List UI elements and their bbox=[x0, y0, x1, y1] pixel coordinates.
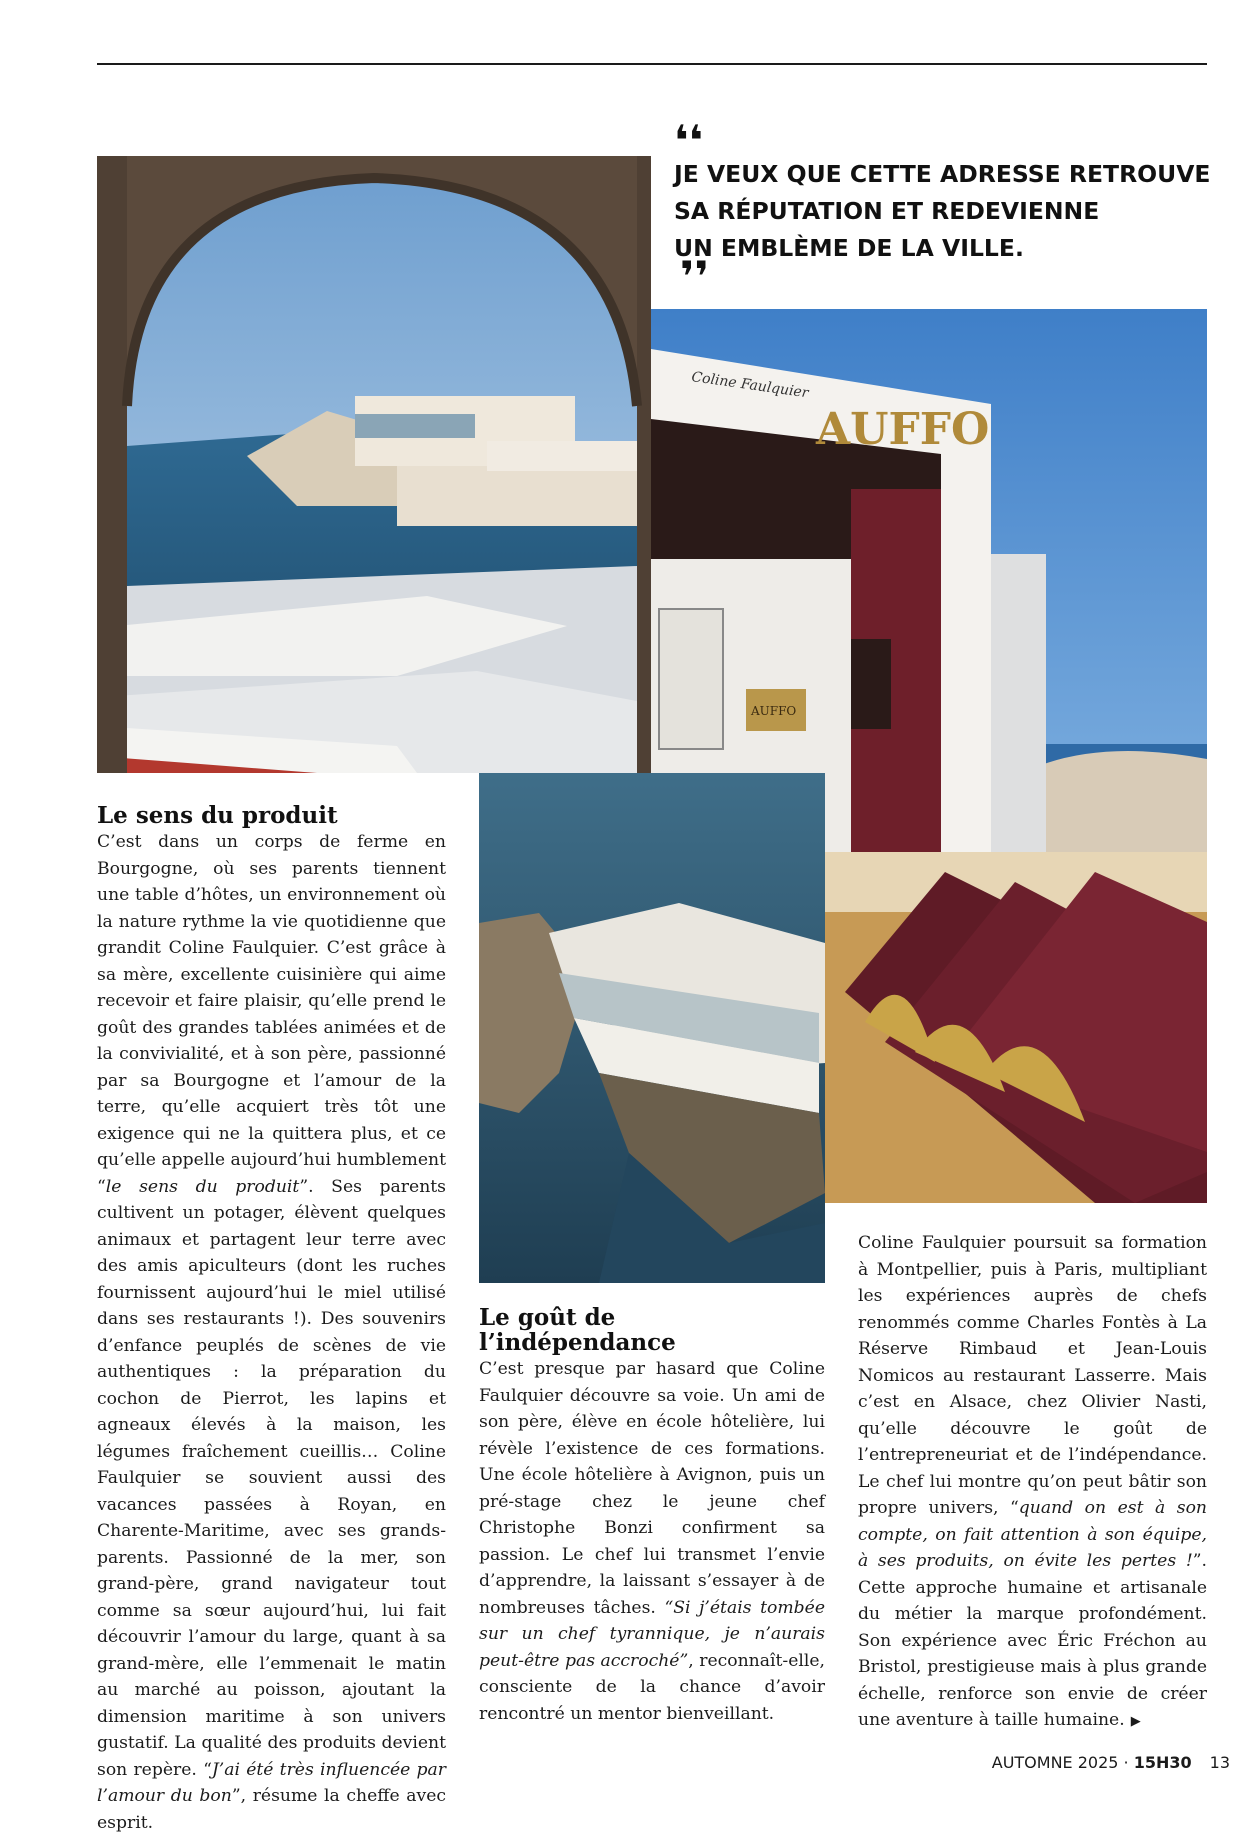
paragraph-gout-independance: C’est presque par hasard que Coline Faulquier découvre sa voie. Un ami de son père, élève en école hôtelière, lui révèle l’existence de ces formations. Une école hôtelière à Avignon, puis un pré-stage chez le jeune chef Christophe Bonzi confirment sa passion. Le chef lui transmet l’envie d’apprendre, la laissant s’essayer à de nombreuses tâches. “Si j’étais tombée sur un chef tyrannique, je n’aurais peut-être pas accroché”, reconnaît-elle, consciente de la chance d’avoir rencontré un mentor bienveillant. bbox=[479, 1359, 826, 1724]
pull-quote-line-1: JE VEUX QUE CETTE ADRESSE RETROUVE bbox=[674, 160, 1211, 188]
pull-quote bbox=[674, 116, 1214, 301]
paragraph-sens-du-produit: C’est dans un corps de ferme en Bourgogne, où ses parents tiennent une table d’hôtes, un environnement où la nature rythme la vie quotidienne que grandit Coline Faulquier. C’est grâce à sa mère, excellente cuisinière qui aime recevoir et faire plaisir, qu’elle prend le goût des grandes tablées animées et de la convivialité, et à son père, passionné par sa Bourgogne et l’amour de la terre, qu’elle acquiert très tôt une exigence qui ne la quittera plus, et ce qu’elle appelle aujourd’hui humblement “le sens du produit”. Ses parents cultivent un potager, élèvent quelques animaux et partagent leur terre avec des amis apiculteurs (dont les ruches fournissent aujourd’hui le miel utilisé dans ses restaurants !). Des souvenirs d’enfance peuplés de scènes de vie authentiques : la préparation du cochon de Pierrot, les lapins et agneaux élevés à la maison, les légumes fraîchement cueillis… Coline Faulquier se souvient aussi des vacances passées à Royan, en Charente-Maritime, avec ses grands-parents. Passionné de la mer, son grand-père, grand navigateur tout comme sa sœur aujourd’hui, lui fait découvrir l’amour du large, quant à sa grand-mère, elle l’emmenait le matin au marché au poisson, ajoutant la dimension maritime à son univers gustatif. La qualité des produits devient son repère. “J’ai été très influencée par l’amour du bon”, résume la cheffe avec esprit. bbox=[97, 832, 446, 1833]
coline-faulquier-signature: Coline Faulquier bbox=[690, 369, 810, 402]
magazine-name: 15H30 bbox=[1133, 1753, 1192, 1772]
heading-sens-du-produit: Le sens du produit bbox=[97, 802, 338, 829]
continue-arrow-icon: ▶ bbox=[1130, 1714, 1141, 1729]
paragraph-formation: Coline Faulquier poursuit sa formation à Montpellier, puis à Paris, multipliant les expériences auprès de chefs renommés comme Charles Fontès à La Réserve Rimbaud et Jean-Louis Nomicos au restaurant Lasserre. Mais c’est en Alsace, chez Olivier Nasti, qu’elle découvre le goût de l’entrepreneuriat et de l’indépendance. Le chef lui montre qu’on peut bâtir son propre univers, “quand on est à son compte, on fait attention à son équipe, à ses produits, on évite les pertes !”. Cette approche humaine et artisanale du métier la marque profondément. Son expérience avec Éric Fréchon au Bristol, prestigieuse mais à plus grande échelle, renforce son envie de créer une aventure à taille humaine. ▶ bbox=[858, 1233, 1208, 1730]
door-plaque-text: AUFFO bbox=[751, 704, 797, 718]
restaurant-facade-photo bbox=[651, 309, 1207, 852]
close-quote-mark: ❜❜ bbox=[680, 252, 710, 301]
page-number: 13 bbox=[1209, 1753, 1230, 1772]
open-quote-mark: ❛❛ bbox=[674, 116, 704, 165]
issue-season: AUTOMNE 2025 · bbox=[991, 1753, 1134, 1772]
waterfront-building-photo bbox=[479, 773, 825, 1283]
section-sens-du-produit bbox=[97, 803, 446, 1836]
pull-quote-line-3: UN EMBLÈME DE LA VILLE. ❜❜ bbox=[674, 230, 1214, 287]
heading-gout-independance: Le goût de l’indépendance bbox=[479, 1304, 676, 1356]
pull-quote-text bbox=[674, 156, 1214, 301]
page-footer bbox=[992, 1753, 1230, 1772]
menus-photo bbox=[825, 852, 1207, 1203]
section-formation bbox=[858, 1230, 1207, 1736]
top-rule bbox=[97, 63, 1207, 65]
section-gout-independance bbox=[479, 1305, 825, 1727]
auffo-sign-text: AUFFO bbox=[816, 404, 990, 455]
pull-quote-line-2: SA RÉPUTATION ET REDEVIENNE bbox=[674, 197, 1100, 225]
harbor-arch-photo bbox=[97, 156, 651, 773]
